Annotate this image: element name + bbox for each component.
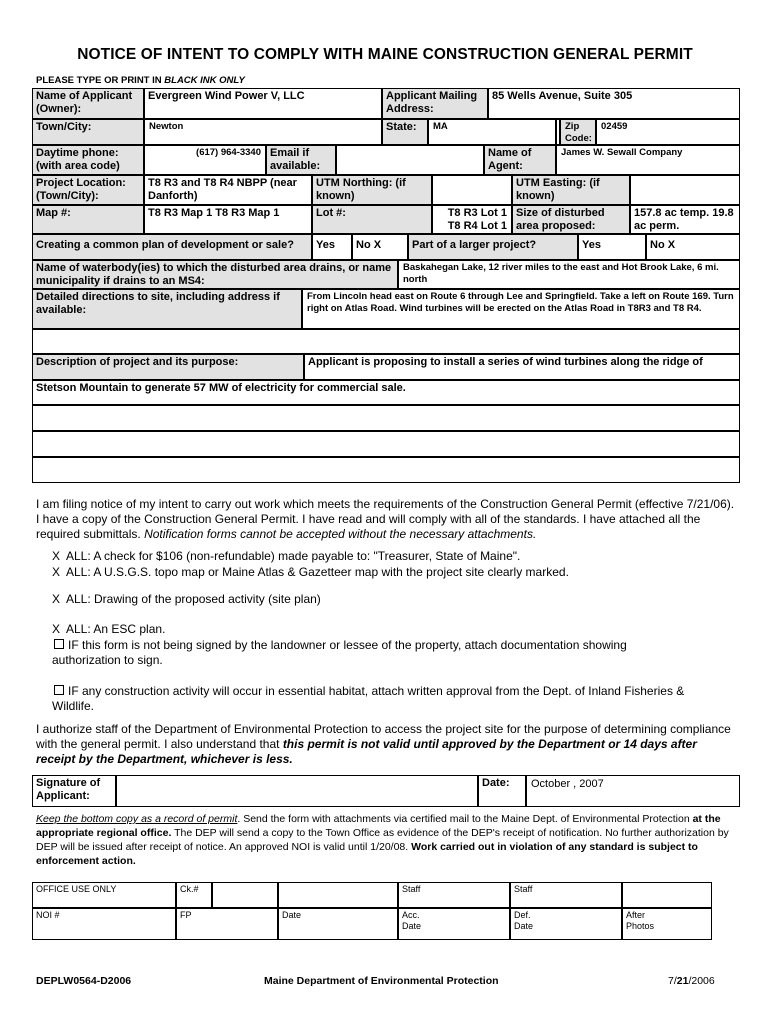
larger-project-yes[interactable]: Yes: [578, 234, 646, 260]
email-field[interactable]: [336, 145, 484, 175]
state-field[interactable]: MA: [428, 119, 556, 145]
applicant-label: Name of Applicant (Owner):: [32, 88, 144, 119]
checklist-item[interactable]: IF this form is not being signed by the landowner or lessee of the property, attach documentation showing authorization to sign.: [52, 638, 627, 667]
lot-label: Lot #:: [312, 205, 432, 234]
office-blank[interactable]: [622, 882, 712, 908]
x-mark-icon: X: [52, 592, 61, 606]
northing-field[interactable]: [432, 175, 512, 205]
description-field[interactable]: Applicant is proposing to install a series of wind turbines along the ridge of: [304, 354, 740, 380]
checkbox-icon[interactable]: [54, 685, 64, 695]
ck-field[interactable]: [212, 882, 278, 908]
phone-field[interactable]: (617) 964-3340: [144, 145, 266, 175]
date-label: Date:: [478, 775, 526, 807]
checklist-item[interactable]: X ALL: A check for $106 (non-refundable) made payable to: "Treasurer, State of Maine".: [52, 549, 521, 563]
common-plan-label: Creating a common plan of development or sale?: [32, 234, 312, 260]
map-field[interactable]: T8 R3 Map 1 T8 R3 Map 1: [144, 205, 312, 234]
instruction: PLEASE TYPE OR PRINT IN BLACK INK ONLY: [36, 75, 245, 86]
email-label: Email if available:: [266, 145, 336, 175]
x-mark-icon: X: [52, 565, 61, 579]
x-mark-icon: X: [52, 549, 61, 563]
x-mark-icon: X: [52, 622, 61, 636]
description-line-4[interactable]: [32, 431, 740, 457]
mailing-label: Applicant Mailing Address:: [382, 88, 488, 119]
noi-label: NOI #: [32, 908, 176, 940]
phone-label: Daytime phone: (with area code): [32, 145, 144, 175]
waterbody-label: Name of waterbody(ies) to which the disturbed area drains, or name municipality if drains to an MS4:: [32, 260, 398, 289]
disturbed-field[interactable]: 157.8 ac temp. 19.8 ac perm.: [630, 205, 740, 234]
applicant-field[interactable]: Evergreen Wind Power V, LLC: [144, 88, 382, 119]
mailing-field[interactable]: 85 Wells Avenue, Suite 305: [488, 88, 740, 119]
description-continued[interactable]: Stetson Mountain to generate 57 MW of electricity for commercial sale.: [32, 380, 740, 405]
form-date: 7/21/2006: [668, 975, 715, 987]
location-label: Project Location: (Town/City):: [32, 175, 144, 205]
fp-label: FP: [176, 908, 278, 940]
signature-field[interactable]: [116, 775, 478, 807]
northing-label: UTM Northing: (if known): [312, 175, 432, 205]
agent-label: Name of Agent:: [484, 145, 556, 175]
description-line-5[interactable]: [32, 457, 740, 483]
disturbed-label: Size of disturbed area proposed:: [512, 205, 630, 234]
submission-note: Keep the bottom copy as a record of permit. Send the form with attachments via certified mail to the Maine Dept. of Environmental Protection at the appropriate regional office. The DEP will send a copy to the Town Office as evidence of the DEP's receipt of notification. No further authorization by DEP will be issued after receipt of notice. An approved NOI is valid until 1/20/08. Work carried out in violation of any standard is subject to enforcement action.: [36, 813, 729, 867]
date-office-label: Date: [278, 908, 398, 940]
larger-project-no[interactable]: No X: [646, 234, 740, 260]
agent-field[interactable]: James W. Sewall Company: [556, 145, 740, 175]
agency-name: Maine Department of Environmental Protection: [264, 975, 499, 987]
description-line-3[interactable]: [32, 405, 740, 431]
ck-label: Ck.#: [176, 882, 212, 908]
def-date-label: Def. Date: [510, 908, 622, 940]
staff-label: Staff: [398, 882, 510, 908]
after-photos-label: After Photos: [622, 908, 712, 940]
zip-field[interactable]: 02459: [596, 119, 740, 145]
lot-field[interactable]: T8 R3 Lot 1 T8 R4 Lot 1: [432, 205, 512, 234]
form-code: DEPLW0564-D2006: [36, 975, 132, 987]
location-field[interactable]: T8 R3 and T8 R4 NBPP (near Danforth): [144, 175, 312, 205]
directions-continued[interactable]: [32, 329, 740, 354]
authorization-statement: I authorize staff of the Department of Environmental Protection to access the project site for the purpose of determining compliance with the general permit. I also understand that this permit is not valid until approved by the Department or 14 days after receipt by the Department, whichever is less.: [36, 722, 731, 766]
zip-label: Zip Code:: [560, 119, 596, 145]
common-plan-no[interactable]: No X: [352, 234, 408, 260]
form-title: NOTICE OF INTENT TO COMPLY WITH MAINE CONSTRUCTION GENERAL PERMIT: [77, 46, 693, 63]
checklist-item[interactable]: X ALL: An ESC plan.: [52, 622, 166, 636]
directions-label: Detailed directions to site, including address if available:: [32, 289, 302, 329]
office-use-label: OFFICE USE ONLY: [32, 882, 176, 908]
date-field[interactable]: October , 2007: [526, 775, 740, 807]
signature-label: Signature of Applicant:: [32, 775, 116, 807]
staff-label: Staff: [510, 882, 622, 908]
checklist-item[interactable]: X ALL: A U.S.G.S. topo map or Maine Atlas & Gazetteer map with the project site clearly marked.: [52, 565, 569, 579]
state-label: State:: [382, 119, 428, 145]
map-label: Map #:: [32, 205, 144, 234]
description-label: Description of project and its purpose:: [32, 354, 304, 380]
directions-field[interactable]: From Lincoln head east on Route 6 through Lee and Springfield. Take a left on Route 169. Turn right on Atlas Road. Wind turbines will be erected on the Atlas Road in T8R3 and T8 R4.: [302, 289, 740, 329]
checkbox-icon[interactable]: [54, 639, 64, 649]
town-field[interactable]: Newton: [144, 119, 382, 145]
larger-project-label: Part of a larger project?: [408, 234, 578, 260]
easting-label: UTM Easting: (if known): [512, 175, 630, 205]
acc-date-label: Acc. Date: [398, 908, 510, 940]
waterbody-field[interactable]: Baskahegan Lake, 12 river miles to the east and Hot Brook Lake, 6 mi. north: [398, 260, 740, 289]
common-plan-yes[interactable]: Yes: [312, 234, 352, 260]
office-blank[interactable]: [278, 882, 398, 908]
checklist-item[interactable]: IF any construction activity will occur in essential habitat, attach written approval from the Dept. of Inland Fisheries & Wildlife.: [52, 684, 685, 713]
town-label: Town/City:: [32, 119, 144, 145]
checklist-item[interactable]: X ALL: Drawing of the proposed activity (site plan): [52, 592, 321, 606]
filing-statement: I am filing notice of my intent to carry out work which meets the requirements of the Construction General Permit (effective 7/21/06). I have a copy of the Construction General Permit. I have read and will comply with all of the standards. I have attached all the required submittals. Notification forms cannot be accepted without the necessary attachments.: [36, 497, 735, 541]
easting-field[interactable]: [630, 175, 740, 205]
